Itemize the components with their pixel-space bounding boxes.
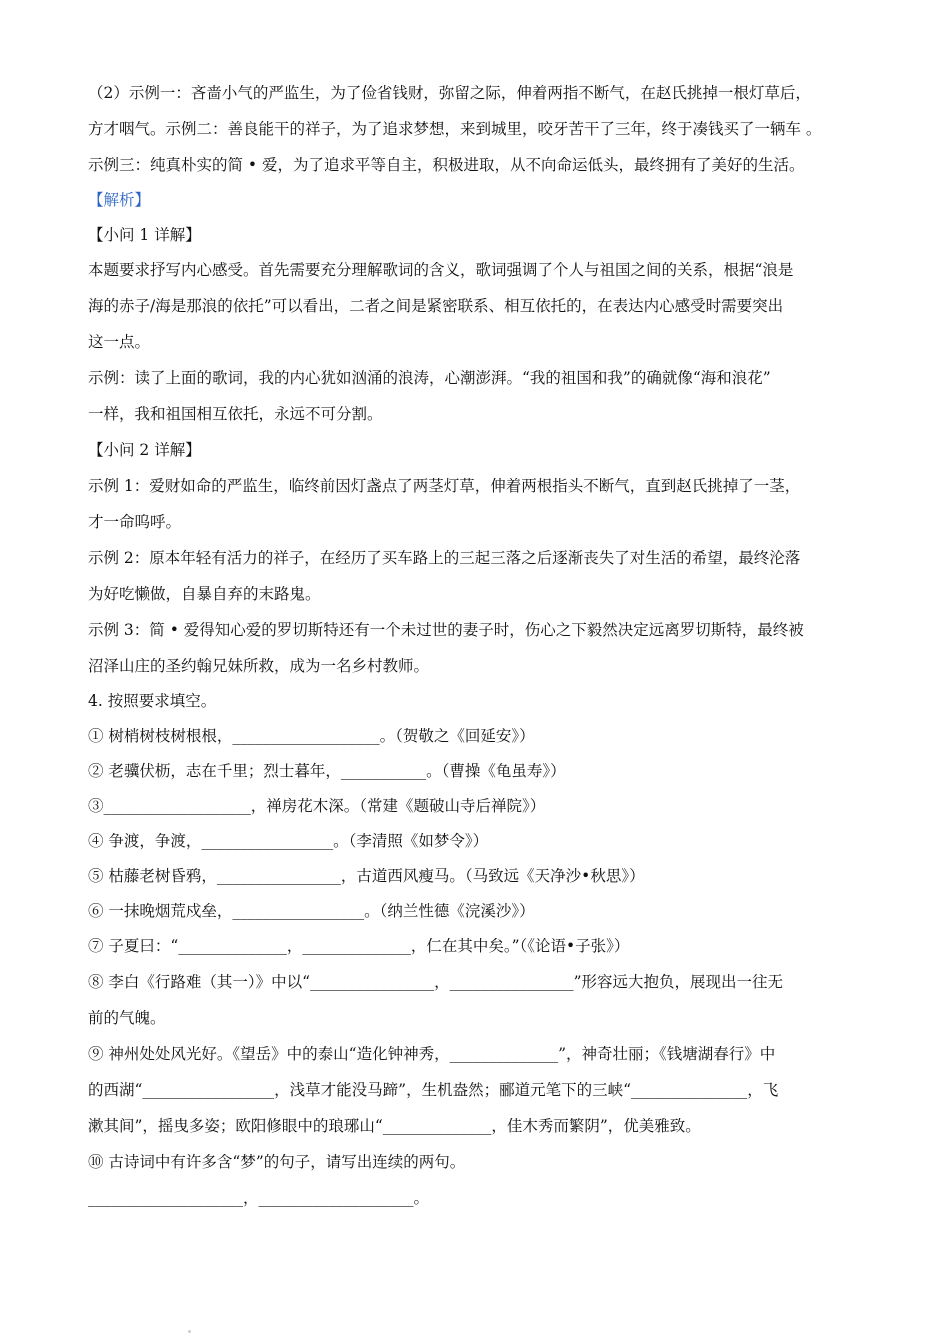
answer-q2-line-1: （2）示例一：吝啬小气的严监生，为了俭省钱财，弥留之际，伸着两指不断气，在赵氏挑掉一根灯草后， — [88, 84, 811, 102]
fill-blank-item-4: ④ 争渡，争渡，_________________。（李清照《如梦令》） — [88, 832, 489, 850]
sub-question-2-heading: 【小问 2 详解】 — [88, 441, 201, 459]
sub-q2-example3-line-1: 示例 3：简 • 爱得知心爱的罗切斯特还有一个未过世的妻子时，伤心之下毅然决定远离罗切斯特，最终被 — [88, 621, 804, 639]
fill-blank-item-7: ⑦ 子夏曰：“______________，______________，仁在其中矣。”（《论语•子张》） — [88, 937, 630, 955]
fill-blank-item-10: ⑩ 古诗词中有许多含“梦”的句子，请写出连续的两句。 — [88, 1153, 466, 1171]
sub-q2-example2-line-1: 示例 2：原本年轻有活力的祥子，在经历了买车路上的三起三落之后逐渐丧失了对生活的希望，最终沦落 — [88, 549, 801, 567]
sub-q1-example-line-2: 一样，我和祖国相互依托，永远不可分割。 — [88, 405, 383, 423]
sub-question-1-heading: 【小问 1 详解】 — [88, 226, 201, 244]
sub-q2-example1-line-2: 才一命呜呼。 — [88, 513, 182, 531]
fill-blank-item-1: ① 树梢树枝树根根，___________________。（贺敬之《回延安》） — [88, 727, 535, 745]
sub-q2-example2-line-2: 为好吃懒做，自暴自弃的末路鬼。 — [88, 585, 321, 603]
fill-blank-item-5: ⑤ 枯藤老树昏鸦，________________，古道西风瘦马。（马致远《天净沙•秋思》） — [88, 867, 645, 885]
sub-q2-example1-line-1: 示例 1：爱财如命的严监生，临终前因灯盏点了两茎灯草，伸着两根指头不断气，直到赵氏挑掉了一茎， — [88, 477, 801, 495]
fill-blank-item-3: ③___________________，禅房花木深。（常建《题破山寺后禅院》） — [88, 797, 546, 815]
fill-blank-item-8-line-2: 前的气魄。 — [88, 1009, 166, 1027]
fill-blank-item-10-answer: ____________________，____________________。 — [88, 1189, 430, 1207]
fill-blank-item-2: ② 老骥伏枥，志在千里；烈士暮年，___________。（曹操《龟虽寿》） — [88, 762, 566, 780]
page-mark — [188, 1330, 191, 1333]
sub-q1-text-line-2: 海的赤子/海是那浪的依托”可以看出，二者之间是紧密联系、相互依托的，在表达内心感受时需要突出 — [88, 297, 784, 315]
fill-blank-item-9-line-2: 的西湖“_________________，浅草才能没马蹄”，生机盎然；郦道元笔下的三峡“_______________，飞 — [88, 1081, 779, 1099]
fill-blank-item-6: ⑥ 一抹晚烟荒戍垒，_________________。（纳兰性德《浣溪沙》） — [88, 902, 535, 920]
fill-blank-item-8-line-1: ⑧ 李白《行路难（其一）》中以“________________，________________”形容远大抱负，展现出一往无 — [88, 973, 784, 991]
fill-blank-item-9-line-3: 漱其间”，摇曳多姿；欧阳修眼中的琅琊山“______________，佳木秀而繁阴”，优美雅致。 — [88, 1117, 701, 1135]
answer-q2-line-2: 方才咽气。示例二：善良能干的祥子，为了追求梦想，来到城里，咬牙苦干了三年，终于凑钱买了一辆车 。 — [88, 120, 822, 138]
sub-q1-text-line-3: 这一点。 — [88, 333, 151, 351]
analysis-heading: 【解析】 — [88, 191, 151, 209]
sub-q2-example3-line-2: 沼泽山庄的圣约翰兄妹所救，成为一名乡村教师。 — [88, 657, 430, 675]
sub-q1-example-line-1: 示例：读了上面的歌词，我的内心犹如汹涌的浪涛，心潮澎湃。“我的祖国和我”的确就像“海和浪花” — [88, 369, 771, 387]
question-4-heading: 4. 按照要求填空。 — [88, 692, 217, 710]
fill-blank-item-9-line-1: ⑨ 神州处处风光好。《望岳》中的泰山“造化钟神秀，______________”，神奇壮丽；《钱塘湖春行》中 — [88, 1045, 776, 1063]
answer-q2-line-3: 示例三：纯真朴实的简 • 爱，为了追求平等自主，积极进取，从不向命运低头，最终拥有了美好的生活。 — [88, 156, 805, 174]
sub-q1-text-line-1: 本题要求抒写内心感受。首先需要充分理解歌词的含义，歌词强调了个人与祖国之间的关系，根据“浪是 — [88, 261, 794, 279]
